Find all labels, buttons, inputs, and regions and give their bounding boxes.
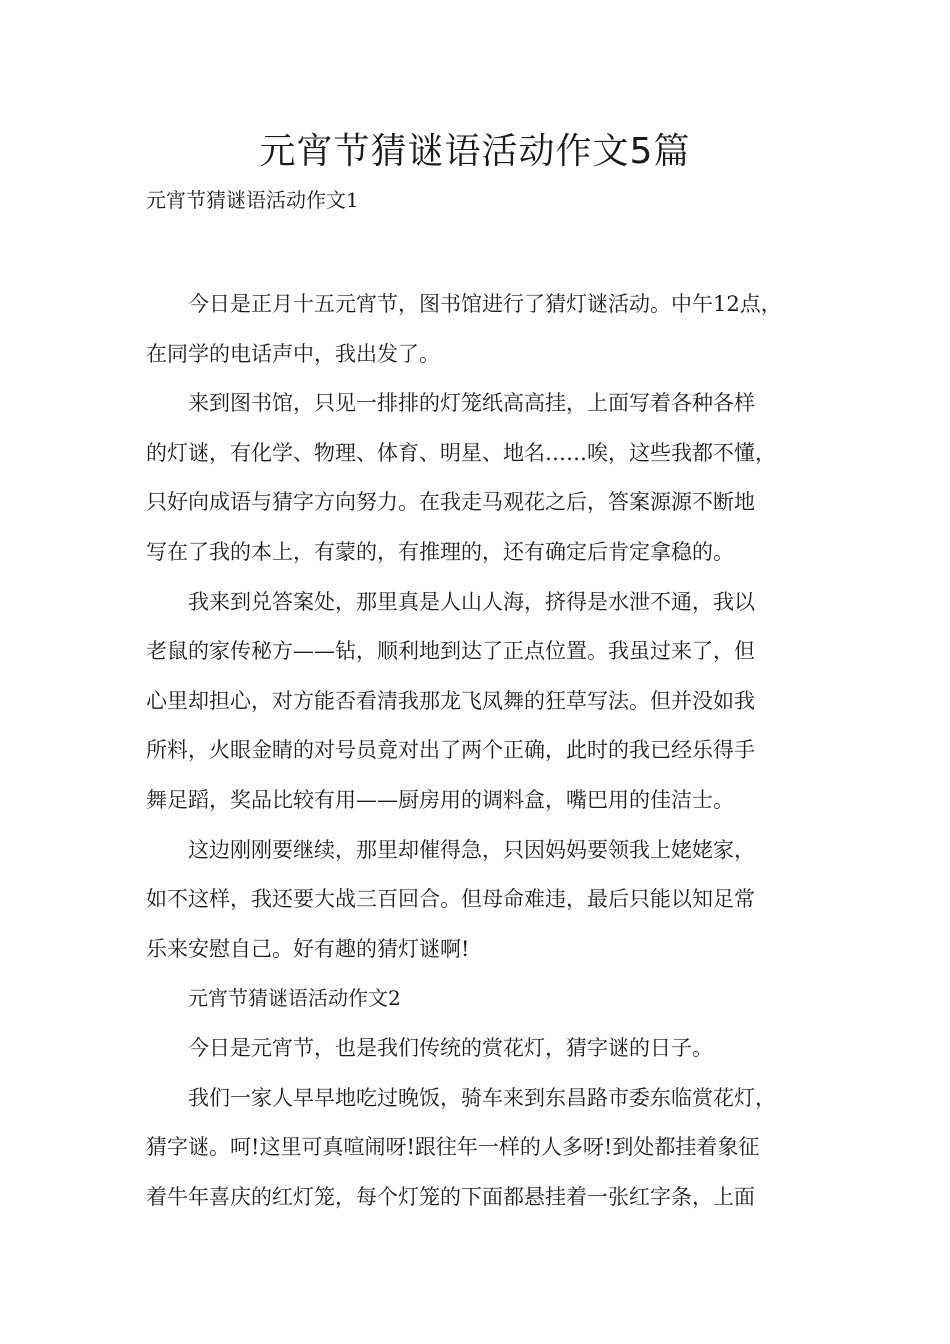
- text-line: 在同学的电话声中，我出发了。: [146, 341, 440, 366]
- text-line: 今日是正月十五元宵节，图书馆进行了猜灯谜活动。中午12点，: [188, 292, 782, 316]
- paragraph-3: [146, 578, 822, 826]
- paragraph-6: [146, 1074, 822, 1223]
- text-line: 来到图书馆，只见一排排的灯笼纸高高挂，上面写着各种各样: [188, 391, 755, 416]
- paragraph-4: [146, 826, 822, 975]
- paragraph-2: [146, 379, 822, 577]
- text-line: 老鼠的家传秘方——钻，顺利地到达了正点位置。我虽过来了，但: [146, 639, 755, 664]
- text-line: 的灯谜，有化学、物理、体育、明星、地名……唉，这些我都不懂，: [146, 440, 776, 465]
- document-title: 元宵节猜谜语活动作文5篇: [259, 131, 691, 172]
- text-line: 猜字谜。呵!这里可真喧闹呀!跟往年一样的人多呀!到处都挂着象征: [146, 1135, 760, 1160]
- document-body: [146, 280, 822, 1222]
- text-line: 写在了我的本上，有蒙的，有推理的，还有确定后肯定拿稳的。: [146, 539, 734, 564]
- text-line: 我来到兑答案处，那里真是人山人海，挤得是水泄不通，我以: [188, 589, 755, 614]
- text-line: 只好向成语与猜字方向努力。在我走马观花之后，答案源源不断地: [146, 490, 755, 515]
- text-line: 舞足蹈，奖品比较有用——厨房用的调料盒，嘴巴用的佳洁士。: [146, 787, 734, 812]
- text-line: 着牛年喜庆的红灯笼，每个灯笼的下面都悬挂着一张红字条，上面: [146, 1184, 755, 1209]
- section-2-heading: 元宵节猜谜语活动作文2: [188, 986, 401, 1011]
- text-line: 心里却担心，对方能否看清我那龙飞凤舞的狂草写法。但并没如我: [146, 688, 755, 713]
- text-line: 如不这样，我还要大战三百回合。但母命难违，最后只能以知足常: [146, 887, 755, 912]
- section-1-heading: 元宵节猜谜语活动作文1: [146, 188, 359, 212]
- paragraph-1: [146, 280, 822, 379]
- text-line: 这边刚刚要继续，那里却催得急，只因妈妈要领我上姥姥家，: [188, 837, 755, 862]
- text-line: 乐来安慰自己。好有趣的猜灯谜啊!: [146, 936, 470, 961]
- text-line: 所料，火眼金睛的对号员竟对出了两个正确，此时的我已经乐得手: [146, 738, 755, 763]
- text-line: 我们一家人早早地吃过晚饭，骑车来到东昌路市委东临赏花灯，: [188, 1085, 776, 1110]
- text-line: 今日是元宵节，也是我们传统的赏花灯，猜字谜的日子。: [188, 1035, 713, 1060]
- paragraph-5: [146, 1024, 822, 1074]
